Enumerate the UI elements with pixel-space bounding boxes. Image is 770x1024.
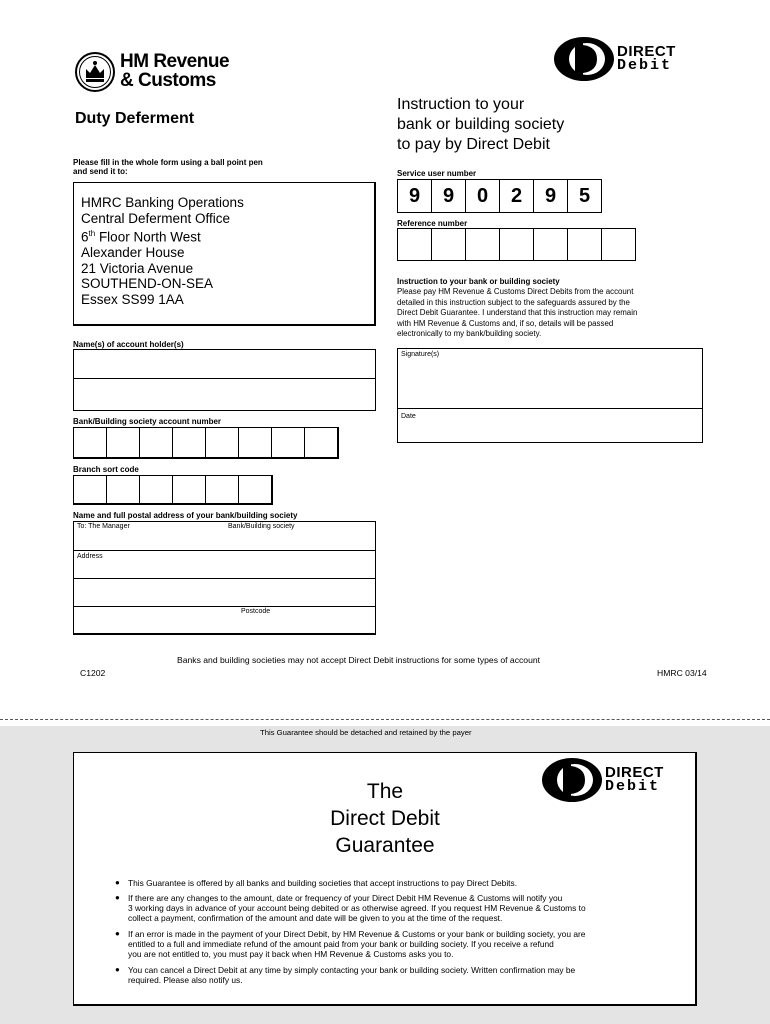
address-line: SOUTHEND-ON-SEA bbox=[81, 276, 214, 291]
sort-code-digit[interactable] bbox=[139, 475, 173, 504]
instruction-line: Direct Debit Guarantee. I understand that this instruction may remain bbox=[397, 308, 638, 318]
form-code: C1202 bbox=[80, 668, 106, 678]
bank-acceptance-note: Banks and building societies may not accept Direct Debit instructions for some types of account bbox=[177, 655, 541, 665]
account-number-label: Bank/Building society account number bbox=[73, 417, 222, 426]
instruction-line: Please pay HM Revenue & Customs Direct Debits from the account bbox=[397, 287, 634, 297]
form-version: HMRC 03/14 bbox=[657, 668, 707, 678]
guarantee-direct-debit-logo bbox=[541, 757, 664, 803]
postcode-field[interactable] bbox=[74, 606, 375, 634]
instruction-line: detailed in this instruction subject to the safeguards assured by the bbox=[397, 297, 630, 307]
address-label: Address bbox=[77, 553, 103, 560]
account-holder-field-2[interactable] bbox=[73, 378, 376, 411]
guarantee-bullet-line: ● If an error is made in the payment of your Direct Debit, by HM Revenue & Customs or your bank or building society, you are bbox=[128, 929, 586, 939]
address-line: Essex SS99 1AA bbox=[81, 291, 184, 307]
guarantee-bullet-line: ● You can cancel a Direct Debit at any time by simply contacting your bank or building society. Written confirmation may be bbox=[128, 965, 576, 975]
direct-debit-icon bbox=[541, 757, 603, 803]
account-holder-label: Name(s) of account holder(s) bbox=[73, 340, 184, 349]
guarantee-title-line: Guarantee bbox=[335, 834, 435, 857]
account-number-digit[interactable] bbox=[304, 427, 338, 458]
service-user-digit: 9 bbox=[533, 179, 568, 213]
address-line: Alexander House bbox=[81, 245, 185, 260]
instruction-title bbox=[397, 95, 564, 155]
guarantee-bullet bbox=[115, 893, 675, 923]
guarantee-title-line: Direct Debit bbox=[330, 807, 440, 830]
direct-debit-logo bbox=[553, 36, 676, 82]
service-user-digit: 9 bbox=[397, 179, 432, 213]
account-number-grid bbox=[73, 427, 339, 459]
account-number-digit[interactable] bbox=[172, 427, 206, 458]
to-manager-label: To: The Manager bbox=[77, 523, 130, 530]
sort-code-label: Branch sort code bbox=[73, 465, 139, 474]
dd-logo-debit: Debit bbox=[605, 778, 661, 795]
dd-logo-direct: DIRECT bbox=[617, 42, 676, 60]
reference-digit[interactable] bbox=[397, 228, 432, 261]
instruction-text bbox=[397, 277, 697, 339]
org-name-line1: HM Revenue bbox=[120, 51, 230, 72]
address-line bbox=[81, 226, 244, 245]
address-line: Central Deferment Office bbox=[81, 210, 231, 226]
address-line: HMRC Banking Operations bbox=[81, 195, 244, 210]
guarantee-bullet-line: entitled to a full and immediate refund of the amount paid from your bank or building society. If you receive a refund bbox=[128, 939, 554, 949]
signature-field[interactable] bbox=[397, 348, 703, 409]
service-user-digit: 2 bbox=[499, 179, 534, 213]
service-user-digit: 5 bbox=[567, 179, 602, 213]
service-user-digit: 9 bbox=[431, 179, 466, 213]
service-user-digit: 0 bbox=[465, 179, 500, 213]
guarantee-bullet-line: ● This Guarantee is offered by all banks and building societies that accept instructions to pay Direct Debits. bbox=[128, 878, 518, 888]
detach-line bbox=[0, 719, 770, 720]
guarantee-bullet bbox=[115, 965, 675, 985]
reference-digit[interactable] bbox=[533, 228, 568, 261]
instruction-heading: Instruction to your bank or building society bbox=[397, 277, 560, 286]
account-holder-field-1[interactable] bbox=[73, 349, 376, 379]
service-user-grid bbox=[397, 179, 602, 213]
guarantee-title-line: The bbox=[366, 780, 404, 803]
address-floor-rest: Floor North West bbox=[95, 229, 201, 245]
crown-crest-icon bbox=[74, 52, 116, 92]
form-title: Duty Deferment bbox=[75, 110, 195, 127]
reference-digit[interactable] bbox=[499, 228, 534, 261]
address-field-1[interactable] bbox=[74, 550, 375, 579]
hmrc-logo bbox=[74, 52, 254, 92]
postcode-label: Postcode bbox=[241, 608, 271, 615]
reference-digit[interactable] bbox=[601, 228, 636, 261]
guarantee-bullet-line: required. Please also notify us. bbox=[128, 975, 243, 985]
dd-logo-direct: DIRECT bbox=[605, 763, 664, 781]
reference-digit[interactable] bbox=[465, 228, 500, 261]
bank-address-label: Name and full postal address of your bank/building society bbox=[73, 511, 298, 520]
address-line: 21 Victoria Avenue bbox=[81, 260, 194, 276]
instruction-title-line: Instruction to your bbox=[397, 96, 525, 113]
address-floor-number: 6 bbox=[81, 229, 89, 245]
org-name-line2: & Customs bbox=[120, 70, 216, 91]
guarantee-bullet-line: 3 working days in advance of your account being debited or as otherwise agreed. If you request HM Revenue & Customs to bbox=[128, 903, 586, 913]
bank-name-field[interactable] bbox=[74, 522, 375, 551]
instruction-title-line: to pay by Direct Debit bbox=[397, 136, 550, 153]
reference-digit[interactable] bbox=[431, 228, 466, 261]
instruction-title-line: bank or building society bbox=[397, 116, 565, 133]
guarantee-bullet bbox=[115, 878, 675, 888]
sort-code-digit[interactable] bbox=[238, 475, 272, 504]
fill-instruction-line: and send it to: bbox=[73, 167, 128, 176]
dd-logo-debit: Debit bbox=[617, 57, 673, 74]
guarantee-title bbox=[285, 778, 485, 859]
date-label: Date bbox=[401, 413, 416, 420]
fill-instruction bbox=[73, 158, 263, 176]
address-floor-suffix: th bbox=[88, 229, 96, 238]
bank-society-label: Bank/Building society bbox=[228, 523, 295, 530]
guarantee-bullet-line: you are not entitled to, you must pay it back when HM Revenue & Customs asks you to. bbox=[128, 949, 454, 959]
send-to-address bbox=[81, 195, 244, 307]
date-field[interactable] bbox=[397, 408, 703, 443]
sort-code-digit[interactable] bbox=[73, 475, 107, 504]
detach-note: This Guarantee should be detached and retained by the payer bbox=[260, 728, 472, 737]
send-to-address-box bbox=[73, 182, 376, 326]
address-field-2[interactable] bbox=[74, 578, 375, 607]
account-number-digit[interactable] bbox=[73, 427, 107, 458]
reference-digit[interactable] bbox=[567, 228, 602, 261]
instruction-line: with HM Revenue & Customs and, if so, details will be passed bbox=[397, 318, 614, 328]
service-user-label: Service user number bbox=[397, 169, 477, 178]
signature-label: Signature(s) bbox=[401, 351, 440, 358]
bank-address-box bbox=[73, 521, 376, 635]
account-number-digit[interactable] bbox=[238, 427, 272, 458]
sort-code-digit[interactable] bbox=[205, 475, 239, 504]
sort-code-digit[interactable] bbox=[106, 475, 140, 504]
account-number-digit[interactable] bbox=[271, 427, 305, 458]
account-number-digit[interactable] bbox=[106, 427, 140, 458]
sort-code-grid bbox=[73, 475, 273, 505]
direct-debit-icon bbox=[553, 36, 615, 82]
account-number-digit[interactable] bbox=[205, 427, 239, 458]
fill-instruction-line: Please fill in the whole form using a ball point pen bbox=[73, 158, 263, 167]
guarantee-bullet bbox=[115, 929, 675, 959]
reference-label: Reference number bbox=[397, 219, 468, 228]
sort-code-digit[interactable] bbox=[172, 475, 206, 504]
instruction-line: electronically to my bank/building society. bbox=[397, 329, 542, 339]
guarantee-bullet-line: ● If there are any changes to the amount, date or frequency of your Direct Debit HM Revenue & Customs will notify you bbox=[128, 893, 563, 903]
account-number-digit[interactable] bbox=[139, 427, 173, 458]
reference-grid bbox=[397, 228, 636, 261]
guarantee-bullet-line: collect a payment, confirmation of the amount and date will be given to you at the time of the request. bbox=[128, 913, 503, 923]
